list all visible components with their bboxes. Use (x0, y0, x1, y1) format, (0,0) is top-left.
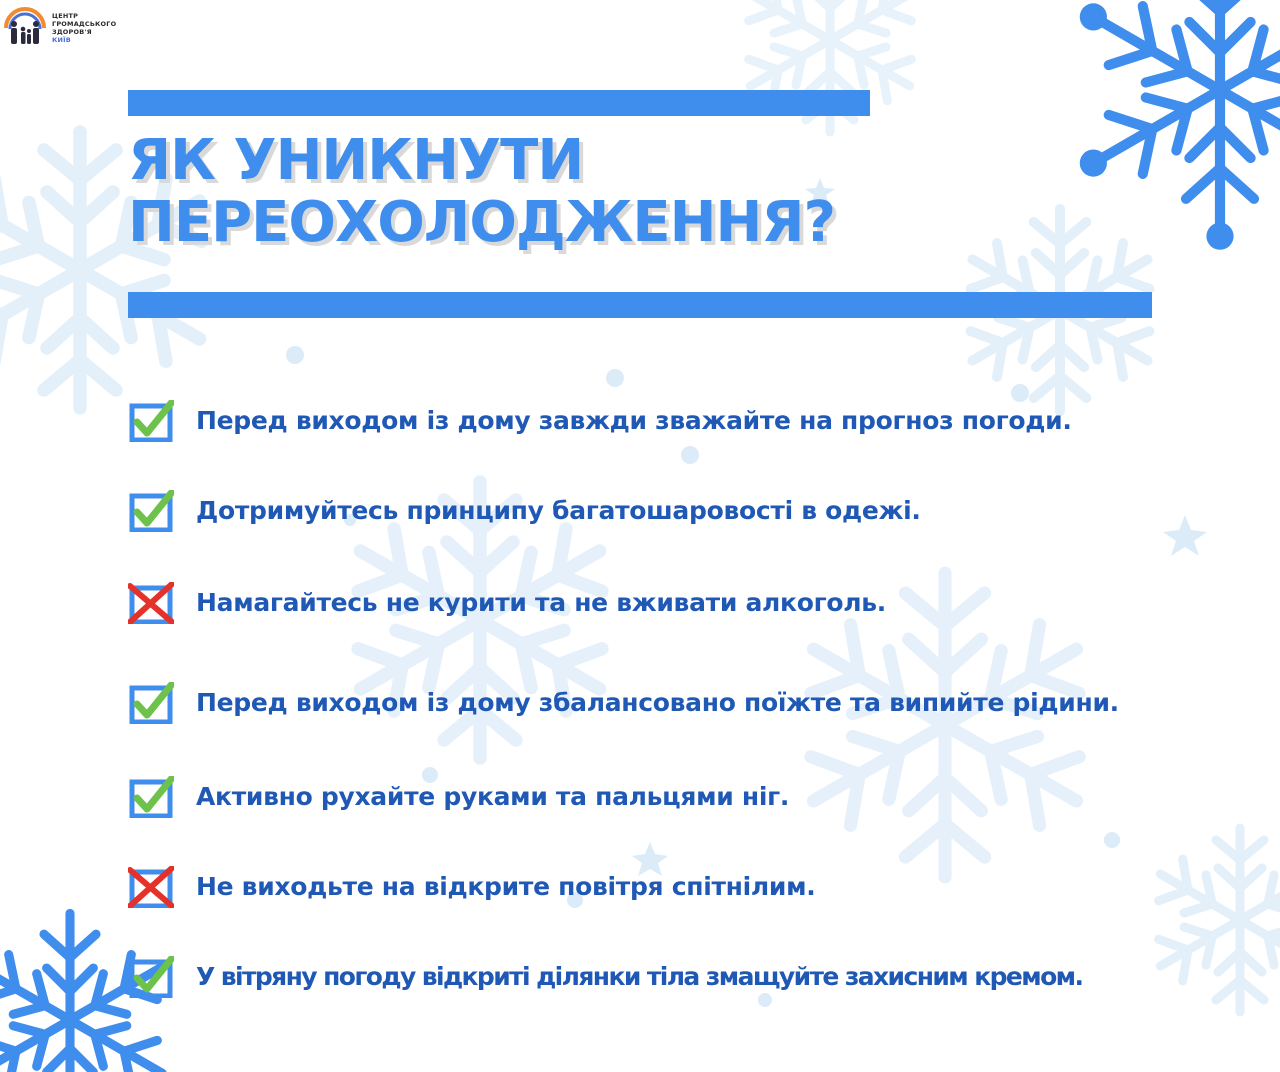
list-item (124, 846, 1244, 906)
checkbox-crossed-icon (128, 582, 174, 624)
snowflake-icon (1050, 0, 1280, 260)
checkbox-checked-icon (128, 776, 174, 818)
checkbox-checked-icon (128, 682, 174, 724)
logo-text (52, 12, 116, 44)
title-bottom-bar (128, 292, 1152, 318)
item-text: Дотримуйтесь принципу багатошаровості в одежі. (196, 496, 921, 525)
checkbox-checked-icon (128, 400, 174, 442)
item-text: Не виходьте на відкрите повітря спітнілим. (196, 872, 816, 901)
list-item (124, 562, 1244, 622)
logo-line: ЦЕНТР (52, 12, 79, 20)
checkbox-checked-icon (128, 956, 174, 998)
logo-line: ЗДОРОВ'Я (52, 28, 92, 36)
item-text: Перед виходом із дому збалансовано поїжте та випийте рідини. (196, 688, 1119, 717)
logo-city: КИЇВ (52, 36, 71, 44)
item-text: У вітряну погоду відкриті ділянки тіла змащуйте захисним кремом. (196, 962, 1083, 991)
title-top-bar (128, 90, 870, 116)
list-item (124, 936, 1244, 996)
logo-line: ГРОМАДСЬКОГО (52, 20, 117, 28)
list-item (124, 756, 1244, 816)
item-text: Перед виходом із дому завжди зважайте на прогноз погоди. (196, 406, 1072, 435)
checkbox-crossed-icon (128, 866, 174, 908)
logo (2, 2, 142, 50)
family-figures-icon (2, 2, 48, 48)
list-item (124, 470, 1244, 530)
item-text: Намагайтесь не курити та не вживати алкоголь. (196, 588, 886, 617)
list-item (124, 380, 1244, 440)
checkbox-checked-icon (128, 490, 174, 532)
item-text: Активно рухайте руками та пальцями ніг. (196, 782, 790, 811)
list-item (124, 662, 1244, 722)
page-title (128, 130, 835, 254)
title-line-2: ПЕРЕОХОЛОДЖЕННЯ? (128, 190, 835, 255)
title-line-1: ЯК УНИКНУТИ (128, 128, 584, 193)
